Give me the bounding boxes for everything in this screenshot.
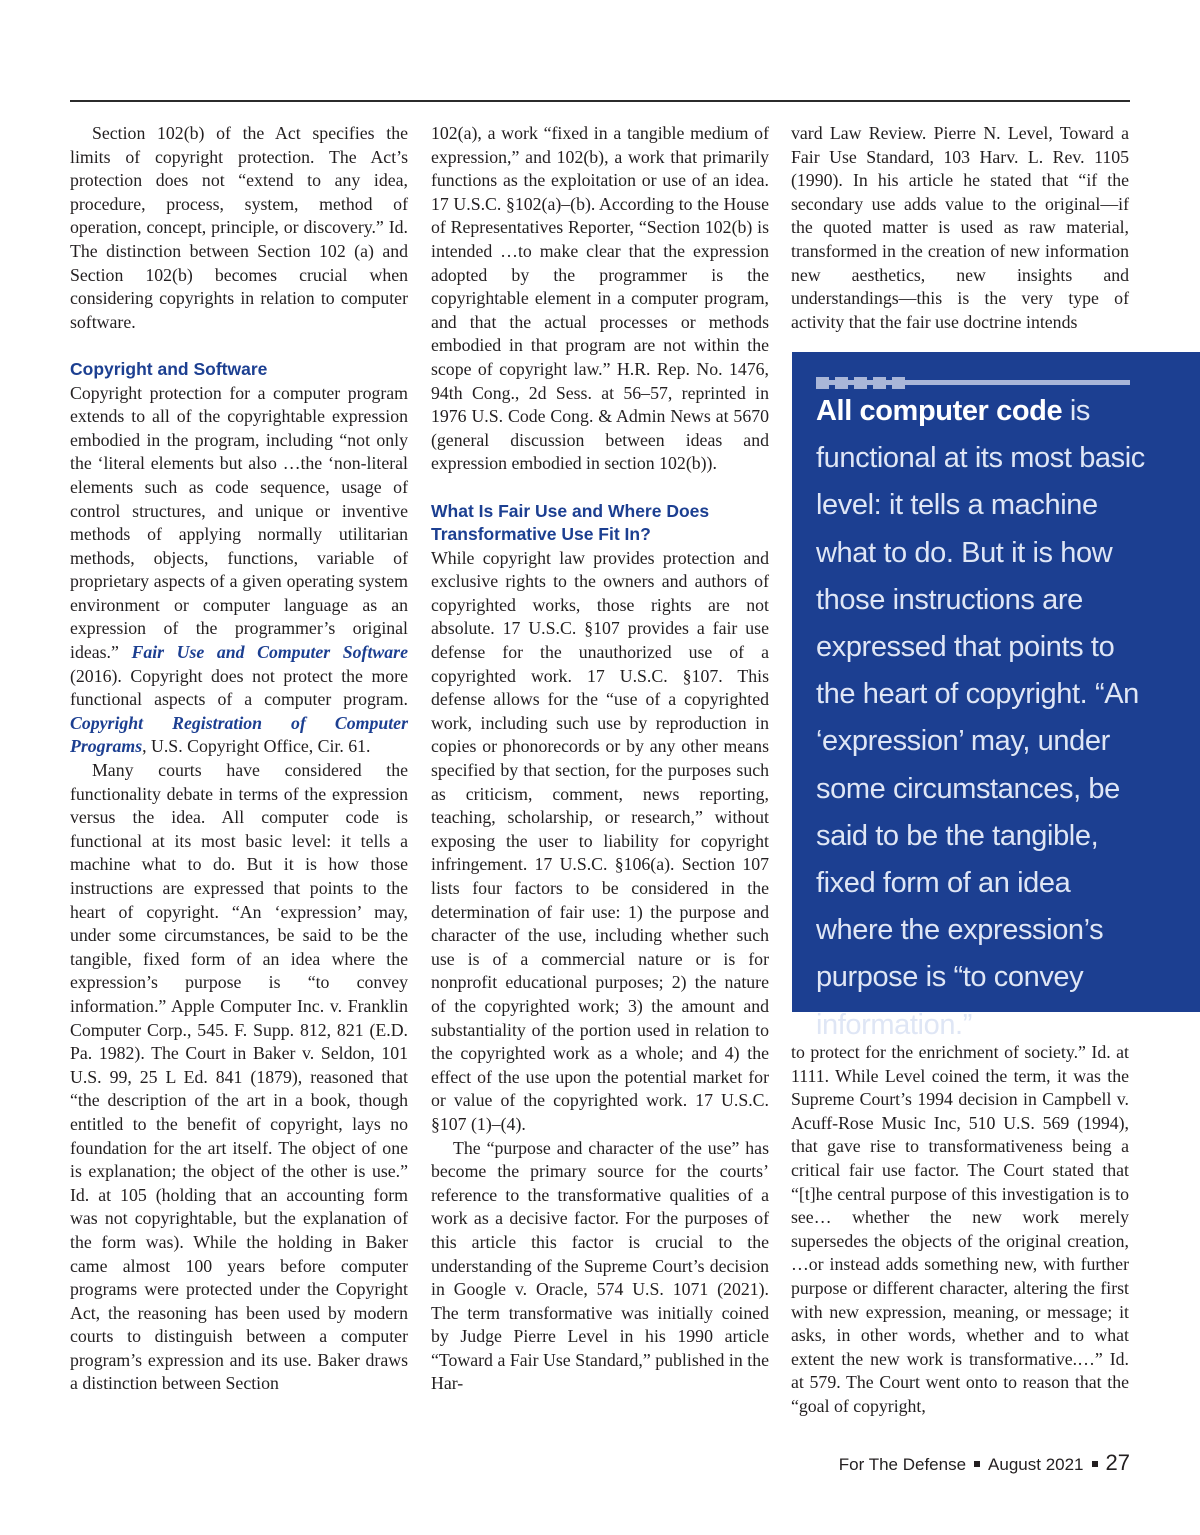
bullet-icon [974, 1461, 980, 1467]
column-1 [70, 122, 408, 1396]
paragraph: While copyright law provides protection and exclusive rights to the owners and authors of copyrighted works, those rights are not absolute. 17 U.S.C. §107 provides a fair use defense for the unauthorized use of a copyrighted work. 17 U.S.C. §107. This defense allows for the “use of a copyrighted work, including such use by reproduction in copies or phonorecords or by any other means specified by that section, for the purposes such as criticism, comment, news reporting, teaching, scholarship, or research,” without exposing the user to liability for copyright infringement. 17 U.S.C. §106(a). Section 107 lists four factors to be considered in the determination of fair use: 1) the purpose and character of the use, including whether such use is of a commercial nature or is for nonprofit educational purposes; 2) the nature of the copyrighted work; 3) the amount and substantiality of the portion used in relation to the copyrighted work as a whole; and 4) the effect of the use upon the potential market for or value of the copyrighted work. 17 U.S.C. §107 (1)–(4). [431, 547, 769, 1134]
citation-link[interactable]: Fair Use and Computer Software [131, 642, 408, 663]
paragraph: Many courts have considered the functionality debate in terms of the expression versus the idea. All computer code is functional at its most basic level: it tells a machine what to do. But it is how those instructions are expressed that points to the heart of copyright. “An ‘expression’ may, under some circumstances, be said to be the tangible, fixed form of an idea where the expression’s purpose is “to convey information.” Apple Computer Inc. v. Franklin Computer Corp., 545. F. Supp. 812, 821 (E.D. Pa. 1982). The Court in Baker v. Seldon, 101 U.S. 99, 25 L Ed. 841 (1879), reasoned that “the description of the art in a book, though entitled to the benefit of copyright, lays no foundation for the art itself. The object of one is explanation; the object of the other is use.” Id. at 105 (holding that an accounting form was not copyrightable, but the explanation of the form was). While the holding in Baker came almost 100 years before computer programs were protected under the Copyright Act, the reasoning has been used by modern courts to distinguish between a computer program’s expression and its use. Baker draws a distinction between Section [70, 760, 408, 1394]
page-footer [839, 1450, 1130, 1476]
page-number: 27 [1105, 1450, 1130, 1475]
citation-link[interactable]: Copyright Registration of Computer Programs [70, 712, 408, 757]
paragraph: The “purpose and character of the use” has become the primary source for the courts’ reference to the transformative qualities of a work as a decisive factor. For the purposes of this article this factor is crucial to the understanding of the Supreme Court’s decision in Google v. Oracle, 574 U.S. 1071 (2021). The term transformative was initially coined by Judge Pierre Level in his 1990 article “Toward a Fair Use Standard,” published in the Har- [431, 1137, 769, 1394]
paragraph: Section 102(b) of the Act specifies the limits of copyright protection. The Act’s protection does not “extend to any idea, procedure, process, system, method of operation, concept, principle, or discovery.” Id. The distinction between Section 102 (a) and Section 102(b) becomes crucial when considering copyrights in relation to computer software. [70, 123, 408, 332]
publication-name: For The Defense [838, 1455, 967, 1474]
column-3-top [791, 122, 1129, 334]
paragraph: to protect for the enrichment of society.” Id. at 1111. While Level coined the term, it was the Supreme Court’s 1994 decision in Campbell v. Acuff-Rose Music Inc, 510 U.S. 569 (1994), that gave rise to transformativeness being a critical fair use factor. The Court stated that “[t]he central purpose of this investigation is to see… whether the new work merely supersedes the objects of the original creation, …or instead adds something new, with further purpose or different character, altering the first with new expression, meaning, or message; it asks, in other words, whether and to what extent the new work is transformative.…” Id. at 579. The Court went onto to reason that the “goal of copyright, [791, 1042, 1129, 1416]
paragraph: Copyright protection for a computer program extends to all of the copyrightable expression embodied in the program, including “not only the ‘literal elements but also …the ‘non-literal elements such as code sequence, usage of control structures, and unique or inventive methods of applying normally utilitarian methods, objects, functions, variable of proprietary aspects of a given operating system environment or computer language as an expression of the programmer’s original ideas.” Fair Use and Computer Software (2016). Copyright does not protect the more functional aspects of a computer program. Copyright Registration of Computer Programs, U.S. Copyright Office, Cir. 61. [70, 382, 408, 757]
column-2 [431, 122, 769, 1396]
paragraph: vard Law Review. Pierre N. Level, Toward a Fair Use Standard, 103 Harv. L. Rev. 1105 (1990). In his article he stated that “if the secondary use adds value to the original—if the quoted matter is used as raw material, transformed in the creation of new information new aesthetics, new insights and understandings—this is the very type of activity that the fair use doctrine intends [791, 123, 1129, 332]
section-heading: What Is Fair Use and Where Does Transformative Use Fit In? [431, 500, 710, 545]
issue-date: August 2021 [988, 1455, 1084, 1474]
header-rule [70, 100, 1130, 102]
paragraph: 102(a), a work “fixed in a tangible medium of expression,” and 102(b), a work that primarily functions as the exploitation or use of an idea. 17 U.S.C. §102(a)–(b). According to the House of Representatives Reporter, “Section 102(b) is intended …to make clear that the expression adopted by the programmer is the copyrightable element in a computer program, and that the actual processes or methods embodied in that program are not within the scope of copyright law.” H.R. Rep. No. 1476, 94th Cong., 2d Sess. at 56–57, reprinted in 1976 U.S. Code Cong. & Admin News at 5670 (general discussion between ideas and expression embodied in section 102(b)). [431, 123, 769, 474]
section-heading: Copyright and Software [70, 358, 268, 379]
pull-quote-text: All computer code is functional at its most basic level: it tells a machine what to do. But it is how those instructions are expressed that points to the heart of copyright. “An ‘expression’ may, under some circumstances, be said to be the tangible, fixed form of an idea where the expression’s purpose is “to convey information.” [816, 395, 1145, 1041]
pull-quote [792, 352, 1200, 1041]
bullet-icon [1092, 1461, 1098, 1467]
column-3-bottom [791, 1041, 1129, 1419]
